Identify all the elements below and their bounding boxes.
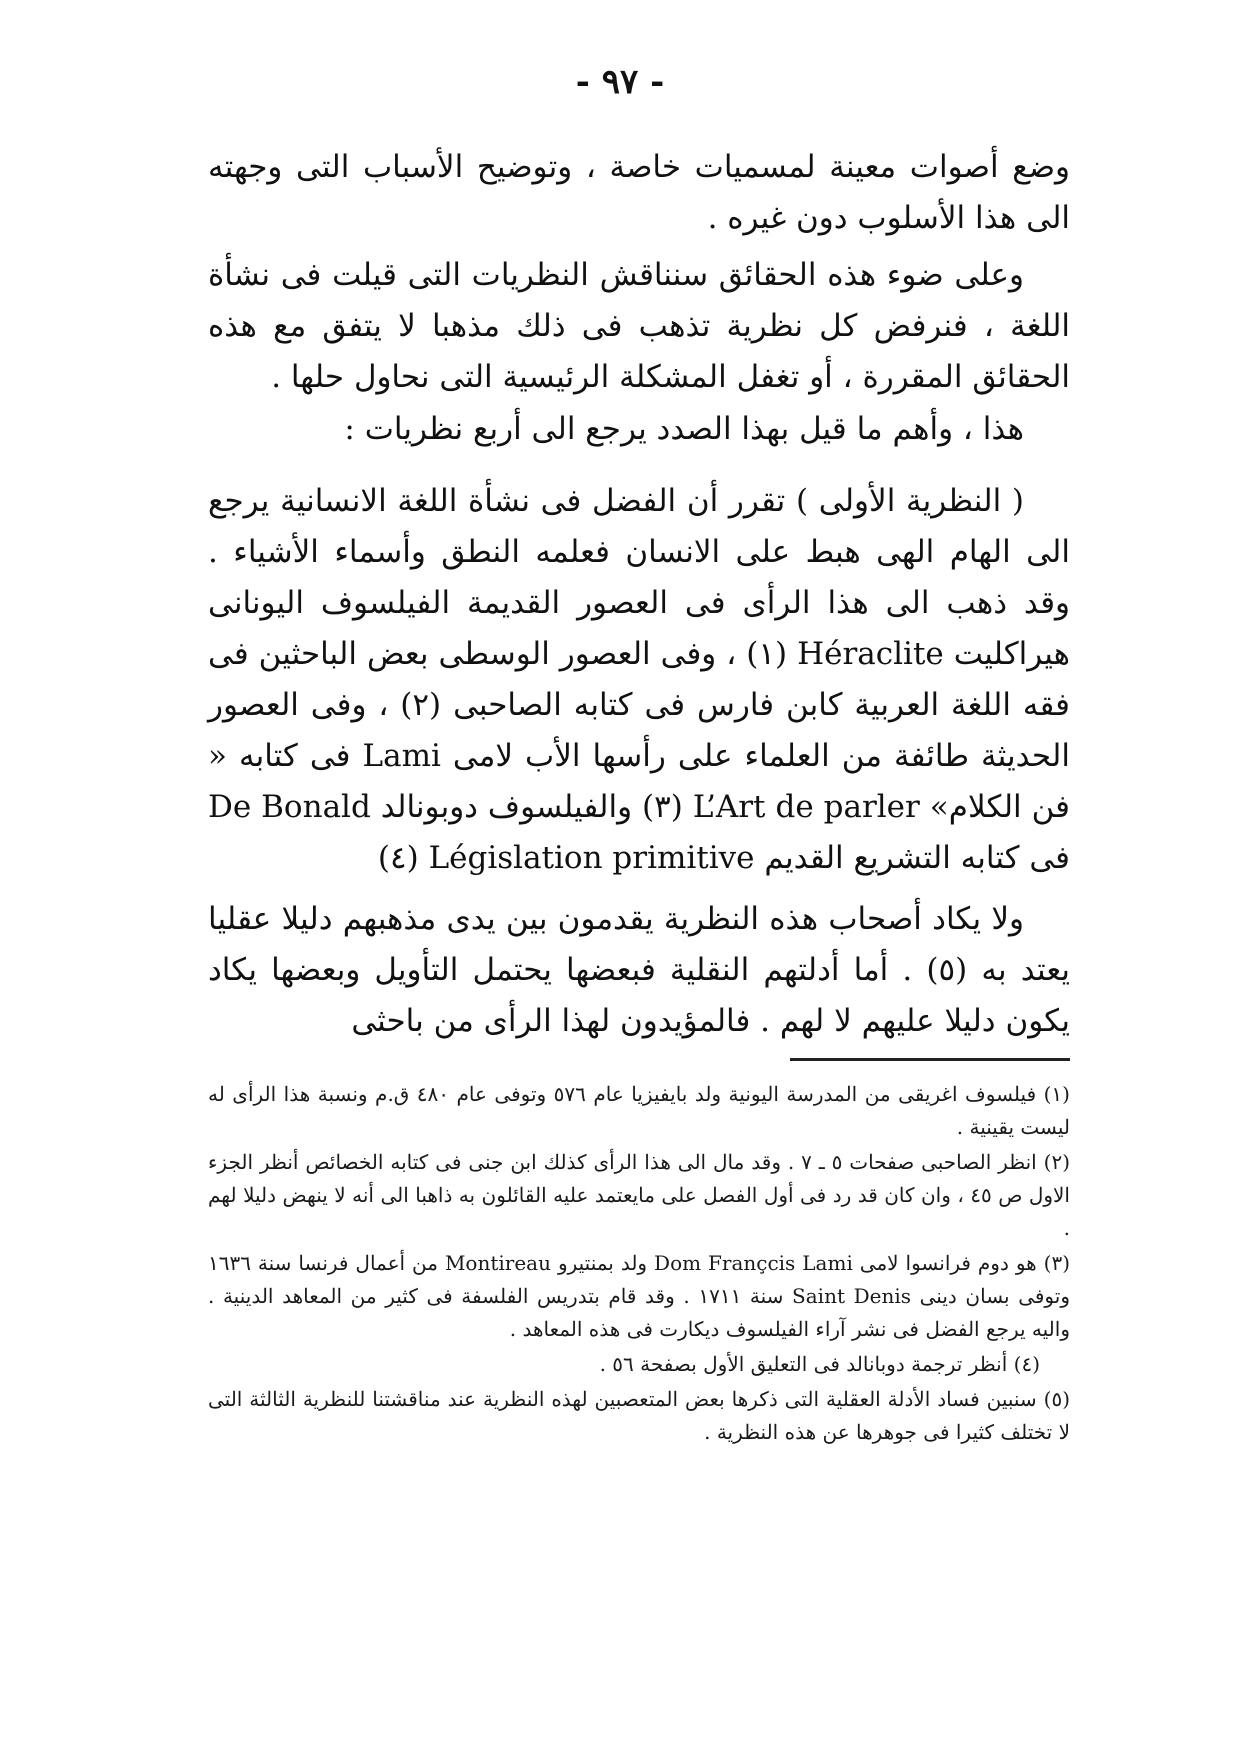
footnote-4: (٤) أنظر ترجمة دوبانالد فى التعليق الأول بصفحة ٥٦ . [599, 1352, 1040, 1376]
footnotes [208, 1078, 1070, 1451]
paragraph-5: ولا يكاد أصحاب هذه النظرية يقدمون بين يدى مذهبهم دليلا عقليا يعتد به (٥) . أما أدلتهم النقلية فبعضها يحتمل التأويل وبعضها يكاد يكون دليلا عليهم لا لهم . فالمؤيدون لهذا الرأى من باحثى [208, 901, 1070, 1039]
footnote-3: (٣) هو دوم فرانسوا لامى Dom Françcis Lami ولد بمنتيرو Montireau من أعمال فرنسا سنة ١٦٣٦ وتوفى بسان دينى Saint Denis سنة ١٧١١ . وقد قام بتدريس الفلسفة فى كثير من المعاهد الدينية . واليه يرجع الفضل فى نشر آراء الفيلسوف ديكارت فى هذه المعاهد . [208, 1251, 1071, 1341]
page-number: - ٩٧ - [575, 62, 665, 102]
footnote-separator [790, 1058, 1070, 1061]
footnote-1: (١) فيلسوف اغريقى من المدرسة اليونية ولد بايفيزيا عام ٥٧٦ وتوفى عام ٤٨٠ ق.م ونسبة هذا الرأى له ليست يقينية . [208, 1082, 1070, 1139]
footnote-2: (٢) انظر الصاحبى صفحات ٥ ـ ٧ . وقد مال الى هذا الرأى كذلك ابن جنى فى كتابه الخصائص أنظر الجزء الاول ص ٤٥ ، وان كان قد رد فى أول الفصل على مايعتمد عليه القائلون به ذاهبا الى أنه لا ينهض دليلا لهم . [208, 1150, 1071, 1240]
paragraph-1: وضع أصوات معينة لمسميات خاصة ، وتوضيح الأسباب التى وجهته الى هذا الأسلوب دون غيره . [208, 149, 1071, 236]
paragraph-2: وعلى ضوء هذه الحقائق سنناقش النظريات التى قيلت فى نشأة اللغة ، فنرفض كل نظرية تذهب فى ذلك مذهبا لا يتفق مع هذه الحقائق المقررة ، أو تغفل المشكلة الرئيسية التى نحاول حلها . [208, 257, 1070, 395]
paragraph-3: هذا ، وأهم ما قيل بهذا الصدد يرجع الى أربع نظريات : [344, 411, 1024, 447]
paragraph-4: ( النظرية الأولى ) تقرر أن الفضل فى نشأة اللغة الانسانية يرجع الى الهام الهى هبط على الانسان فعلمه النطق وأسماء الأشياء . وقد ذهب الى هذا الرأى فى العصور القديمة الفيلسوف اليونانى هيراكليت Héraclite (١) ، وفى العصور الوسطى بعض الباحثين فى فقه اللغة العربية كابن فارس فى كتابه الصاحبى (٢) ، وفى العصور الحديثة طائفة من العلماء على رأسها الأب لامى Lami فى كتابه « فن الكلام» L’Art de parler (٣) والفيلسوف دوبونالد De Bonald فى كتابه التشريع القديم Législation primitive (٤) [208, 483, 1071, 876]
footnote-5: (٥) سنبين فساد الأدلة العقلية التى ذكرها بعض المتعصبين لهذه النظرية عند مناقشتنا للنظرية الثالثة التى لا تختلف كثيرا فى جوهرها عن هذه النظرية . [208, 1387, 1070, 1444]
